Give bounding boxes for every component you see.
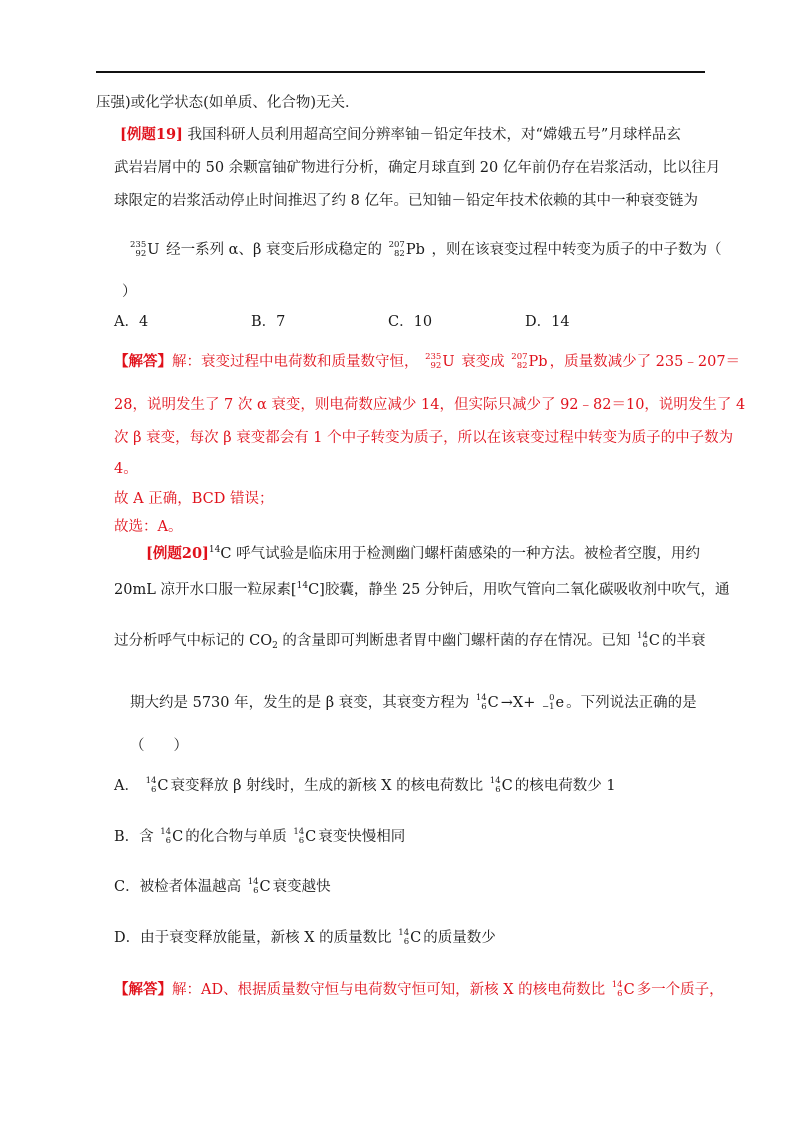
nuclide-pb207: 207 82 Pb [388, 240, 425, 259]
a19-line-6: 故选：A。 [114, 519, 183, 535]
header-rule [96, 71, 705, 73]
q20-option-c: C．被检者体温越高 14 6 C 衰变越快 [114, 877, 331, 896]
a20-tag: 【解答】 [114, 981, 172, 998]
equation-electron: 0 −1 e [542, 693, 565, 712]
equation-c14: 14 6 C [475, 693, 499, 712]
q19-close-paren: ） [122, 284, 137, 300]
continuation-text: 压强)或化学状态(如单质、化合物)无关． [96, 95, 360, 111]
q20-paren: （ ） [130, 738, 188, 754]
q20-line-2: 20mL 凉开水口服一粒尿素[$^{14}$C]胶囊，静坐 25 分钟后，用吹气管向二氧化碳吸收剂中吹气，通 [114, 581, 730, 598]
q19-line-1 [120, 128, 681, 143]
q19-mid-text: 经一系列 α、β 衰变后形成稳定的 [166, 242, 382, 258]
a19-line-2: 28，说明发生了 7 次 α 衰变，则电荷数应减少 14，但实际只减少了 92﹣82＝10，说明发生了 4 [114, 397, 746, 413]
q19-option-d: D．14 [525, 314, 570, 330]
a19-nuclide-u235: 235 92 U [425, 352, 455, 371]
q19-line-4 [128, 241, 721, 259]
q19-option-b: B．7 [251, 314, 286, 330]
nuclide-u235: 235 92 U [130, 240, 160, 259]
a20-line-1: 【解答】解：AD、根据质量数守恒与电荷数守恒可知，新核 X 的核电荷数比 14 6 C 多一个质子， [114, 980, 724, 999]
q20-line-3: 过分析呼气中标记的 $CO_2$ 的含量即可判断患者胃中幽门螺杆菌的存在情况。已知 14 6 C 的半衰 [114, 631, 706, 651]
q20-tag: [例题20] [146, 545, 209, 562]
nuclide-c14: 14 6 C [637, 631, 660, 650]
q19-tail-text: ，则在该衰变过程中转变为质子的中子数为（ [431, 242, 722, 258]
q19-option-c: C．10 [388, 314, 433, 330]
a19-nuclide-pb207: 207 82 Pb [511, 352, 548, 371]
a19-line-3: 次 β 衰变，每次 β 衰变都会有 1 个中子转变为质子，所以在该衰变过程中转变为质子的中子数为 [114, 430, 734, 446]
a19-line-5: 故 A 正确，BCD 错误； [114, 491, 274, 507]
a19-tag: 【解答】 [114, 353, 172, 370]
q19-line-2: 武岩岩屑中的 50 余颗富铀矿物进行分析，确定月球直到 20 亿年前仍存在岩浆活动，比以往月 [114, 160, 721, 176]
q19-tag: [例题19] [120, 126, 183, 143]
q20-option-b: B．含 14 6 C 的化合物与单质 14 6 C 衰变快慢相同 [114, 827, 406, 846]
q20-line-4: 期大约是 5730 年，发生的是 β 衰变，其衰变方程为 14 6 C →X+ 0 −1 e 。下列说法正确的是 [130, 693, 697, 712]
q19-option-a: A．4 [114, 314, 149, 330]
q20-option-d: D．由于衰变释放能量，新核 X 的质量数比 14 6 C 的质量数少 [114, 928, 496, 947]
q19-text-1: 我国科研人员利用超高空间分辨率铀－铅定年技术，对“嫦娥五号”月球样品玄 [187, 127, 681, 143]
q20-option-a: A． 14 6 C 衰变释放 β 射线时，生成的新核 X 的核电荷数比 14 6 C 的核电荷数少 1 [114, 776, 616, 795]
a19-line-4: 4。 [114, 461, 138, 477]
q19-line-3: 球限定的岩浆活动停止时间推迟了约 8 亿年。已知铀－铅定年技术依赖的其中一种衰变链为 [114, 193, 698, 209]
a19-line-1: 【解答】解：衰变过程中电荷数和质量数守恒， 235 92 U 衰变成 207 82 Pb ，质量数减少了 235﹣207＝ [114, 352, 741, 371]
q20-line-1: [例题20]$^{14}$C 呼气试验是临床用于检测幽门螺杆菌感染的一种方法。被检者空腹，用约 [146, 545, 701, 562]
